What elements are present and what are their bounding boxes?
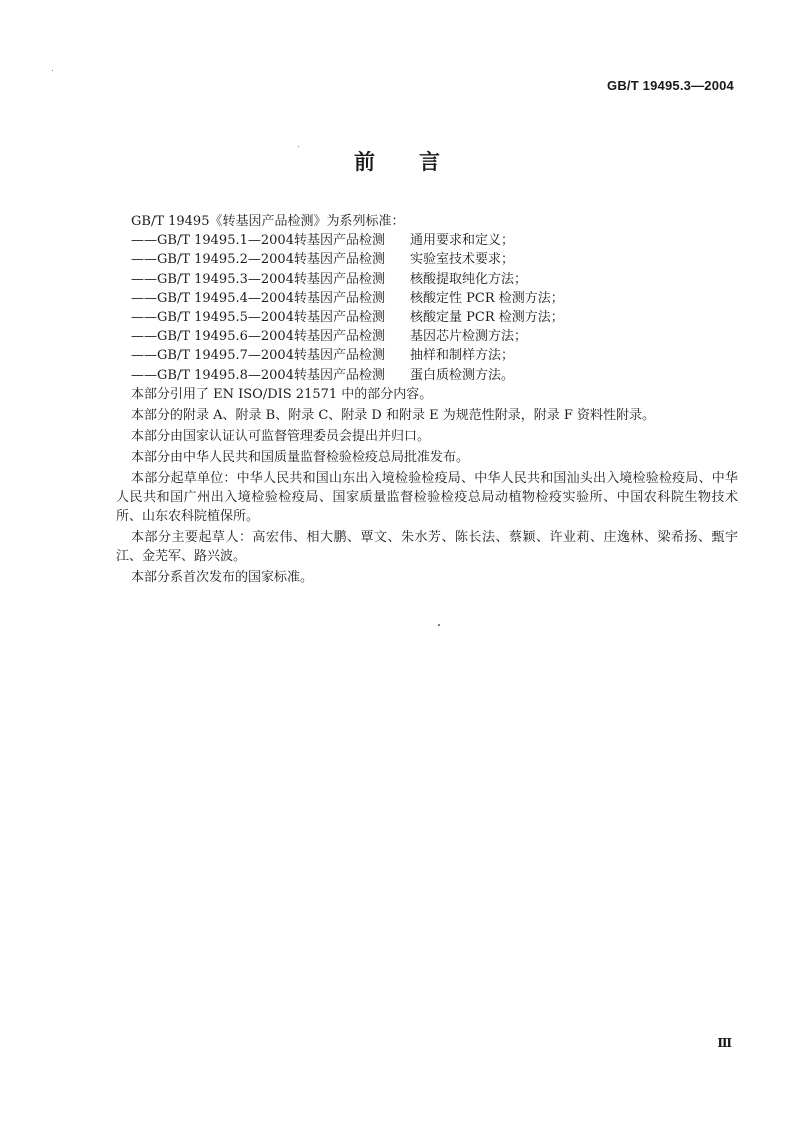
standard-item (116, 366, 738, 385)
page-title: 前言 (354, 150, 484, 174)
standard-part-name: 通用要求和定义； (410, 233, 515, 249)
annexes-paragraph: 本部分的附录 A、附录 B、附录 C、附录 D 和附录 E 为规范性附录，附录 F 资料性附录。 (131, 407, 656, 423)
scan-speck (438, 624, 440, 626)
standard-series-name: 转基因产品检测 (294, 348, 386, 364)
standard-part-name: 实验室技术要求； (410, 252, 515, 268)
standard-part-name: 核酸提取纯化方法； (410, 271, 528, 287)
page-number: Ⅲ (717, 1036, 732, 1050)
first-release-paragraph: 本部分系首次发布的国家标准。 (131, 570, 314, 586)
drafters-paragraph: 本部分主要起草人：高宏伟、相大鹏、覃文、朱水芳、陈长法、蔡颖、许业莉、庄逸林、梁希扬、甄宇江、金芜军、路兴波。 (116, 530, 738, 565)
scan-speck (298, 146, 299, 147)
standard-item (116, 308, 738, 327)
foreword-body (116, 212, 738, 589)
proposed-paragraph: 本部分由国家认证认可监督管理委员会提出并归口。 (131, 428, 431, 444)
standard-code-entry: ——GB/T 19495.8—2004 (131, 367, 294, 383)
standard-item (116, 327, 738, 346)
standard-code-entry: ——GB/T 19495.6—2004 (131, 329, 294, 345)
scan-speck (52, 70, 53, 71)
standard-code-entry: ——GB/T 19495.2—2004 (131, 252, 294, 268)
standard-code-entry: ——GB/T 19495.4—2004 (131, 290, 294, 306)
approved-paragraph: 本部分由中华人民共和国质量监督检验检疫总局批准发布。 (131, 449, 470, 465)
standard-series-name: 转基因产品检测 (294, 309, 386, 325)
standard-code-entry: ——GB/T 19495.3—2004 (131, 271, 294, 287)
standard-code-entry: ——GB/T 19495.1—2004 (131, 233, 294, 249)
reference-paragraph: 本部分引用了 EN ISO/DIS 21571 中的部分内容。 (131, 386, 433, 402)
standard-series-name: 转基因产品检测 (294, 329, 386, 345)
standard-series-list (116, 231, 738, 385)
standard-item (116, 250, 738, 269)
standard-series-name: 转基因产品检测 (294, 290, 386, 306)
standard-item (116, 289, 738, 308)
standard-item (116, 346, 738, 365)
standard-series-name: 转基因产品检测 (294, 367, 386, 383)
standard-part-name: 抽样和制样方法； (410, 348, 515, 364)
standard-series-name: 转基因产品检测 (294, 233, 386, 249)
standard-part-name: 核酸定量 PCR 检测方法； (410, 309, 564, 325)
series-intro: GB/T 19495《转基因产品检测》为系列标准： (131, 214, 405, 229)
standard-series-name: 转基因产品检测 (294, 271, 386, 287)
standard-code-entry: ——GB/T 19495.5—2004 (131, 309, 294, 325)
standard-code: GB/T 19495.3—2004 (607, 78, 734, 93)
standard-part-name: 蛋白质检测方法。 (410, 367, 515, 383)
standard-series-name: 转基因产品检测 (294, 252, 386, 268)
standard-part-name: 基因芯片检测方法； (410, 329, 528, 345)
drafting-units-paragraph: 本部分起草单位：中华人民共和国山东出入境检验检疫局、中华人民共和国汕头出入境检验检疫局、中华人民共和国广州出入境检验检疫局、国家质量监督检验检疫总局动植物检疫实验所、中国农科院生物技术所、山东农科院植保所。 (116, 470, 738, 525)
standard-part-name: 核酸定性 PCR 检测方法； (410, 290, 564, 306)
standard-item (116, 270, 738, 289)
standard-code-entry: ——GB/T 19495.7—2004 (131, 348, 294, 364)
standard-item (116, 231, 738, 250)
